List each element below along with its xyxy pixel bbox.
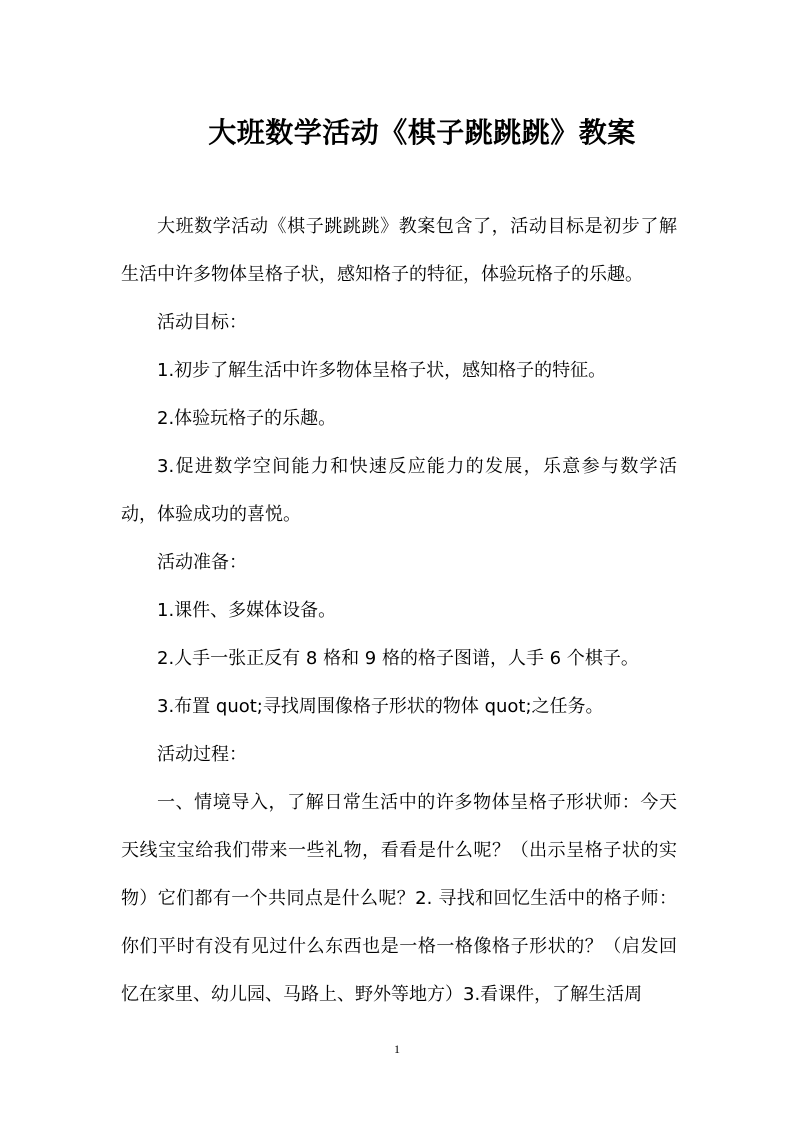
intro-paragraph: 大班数学活动《棋子跳跳跳》教案包含了，活动目标是初步了解生活中许多物体呈格子状，感知格子的特征，体验玩格子的乐趣。 bbox=[121, 216, 677, 285]
document-body bbox=[121, 203, 677, 1019]
section-heading-goals: 活动目标： bbox=[157, 312, 247, 333]
preparation-item-2: 2.人手一张正反有 8 格和 9 格的格子图谱，人手 6 个棋子。 bbox=[157, 648, 639, 669]
goal-item-3: 3.促进数学空间能力和快速反应能力的发展，乐意参与数学活动，体验成功的喜悦。 bbox=[121, 456, 677, 525]
preparation-item-1: 1.课件、多媒体设备。 bbox=[157, 600, 337, 621]
page-number: 1 bbox=[394, 1042, 400, 1056]
process-paragraph-1: 一、情境导入，了解日常生活中的许多物体呈格子形状师：今天天线宝宝给我们带来一些礼物，看看是什么呢？（出示呈格子状的实物）它们都有一个共同点是什么呢？2. 寻找和回忆生活中的格子师：你们平时有没有见过什么东西也是一格一格像格子形状的？（启发回忆在家里、幼儿园、马路上、野外等地方）3.看课件，了解生活周 bbox=[121, 792, 677, 1005]
section-heading-preparation: 活动准备： bbox=[157, 552, 247, 573]
goal-item-1: 1.初步了解生活中许多物体呈格子状，感知格子的特征。 bbox=[157, 360, 607, 381]
preparation-item-3: 3.布置 quot;寻找周围像格子形状的物体 quot;之任务。 bbox=[157, 696, 604, 717]
document-title: 大班数学活动《棋子跳跳跳》教案 bbox=[208, 115, 636, 149]
section-heading-process: 活动过程： bbox=[157, 744, 247, 765]
goal-item-2: 2.体验玩格子的乐趣。 bbox=[157, 408, 337, 429]
